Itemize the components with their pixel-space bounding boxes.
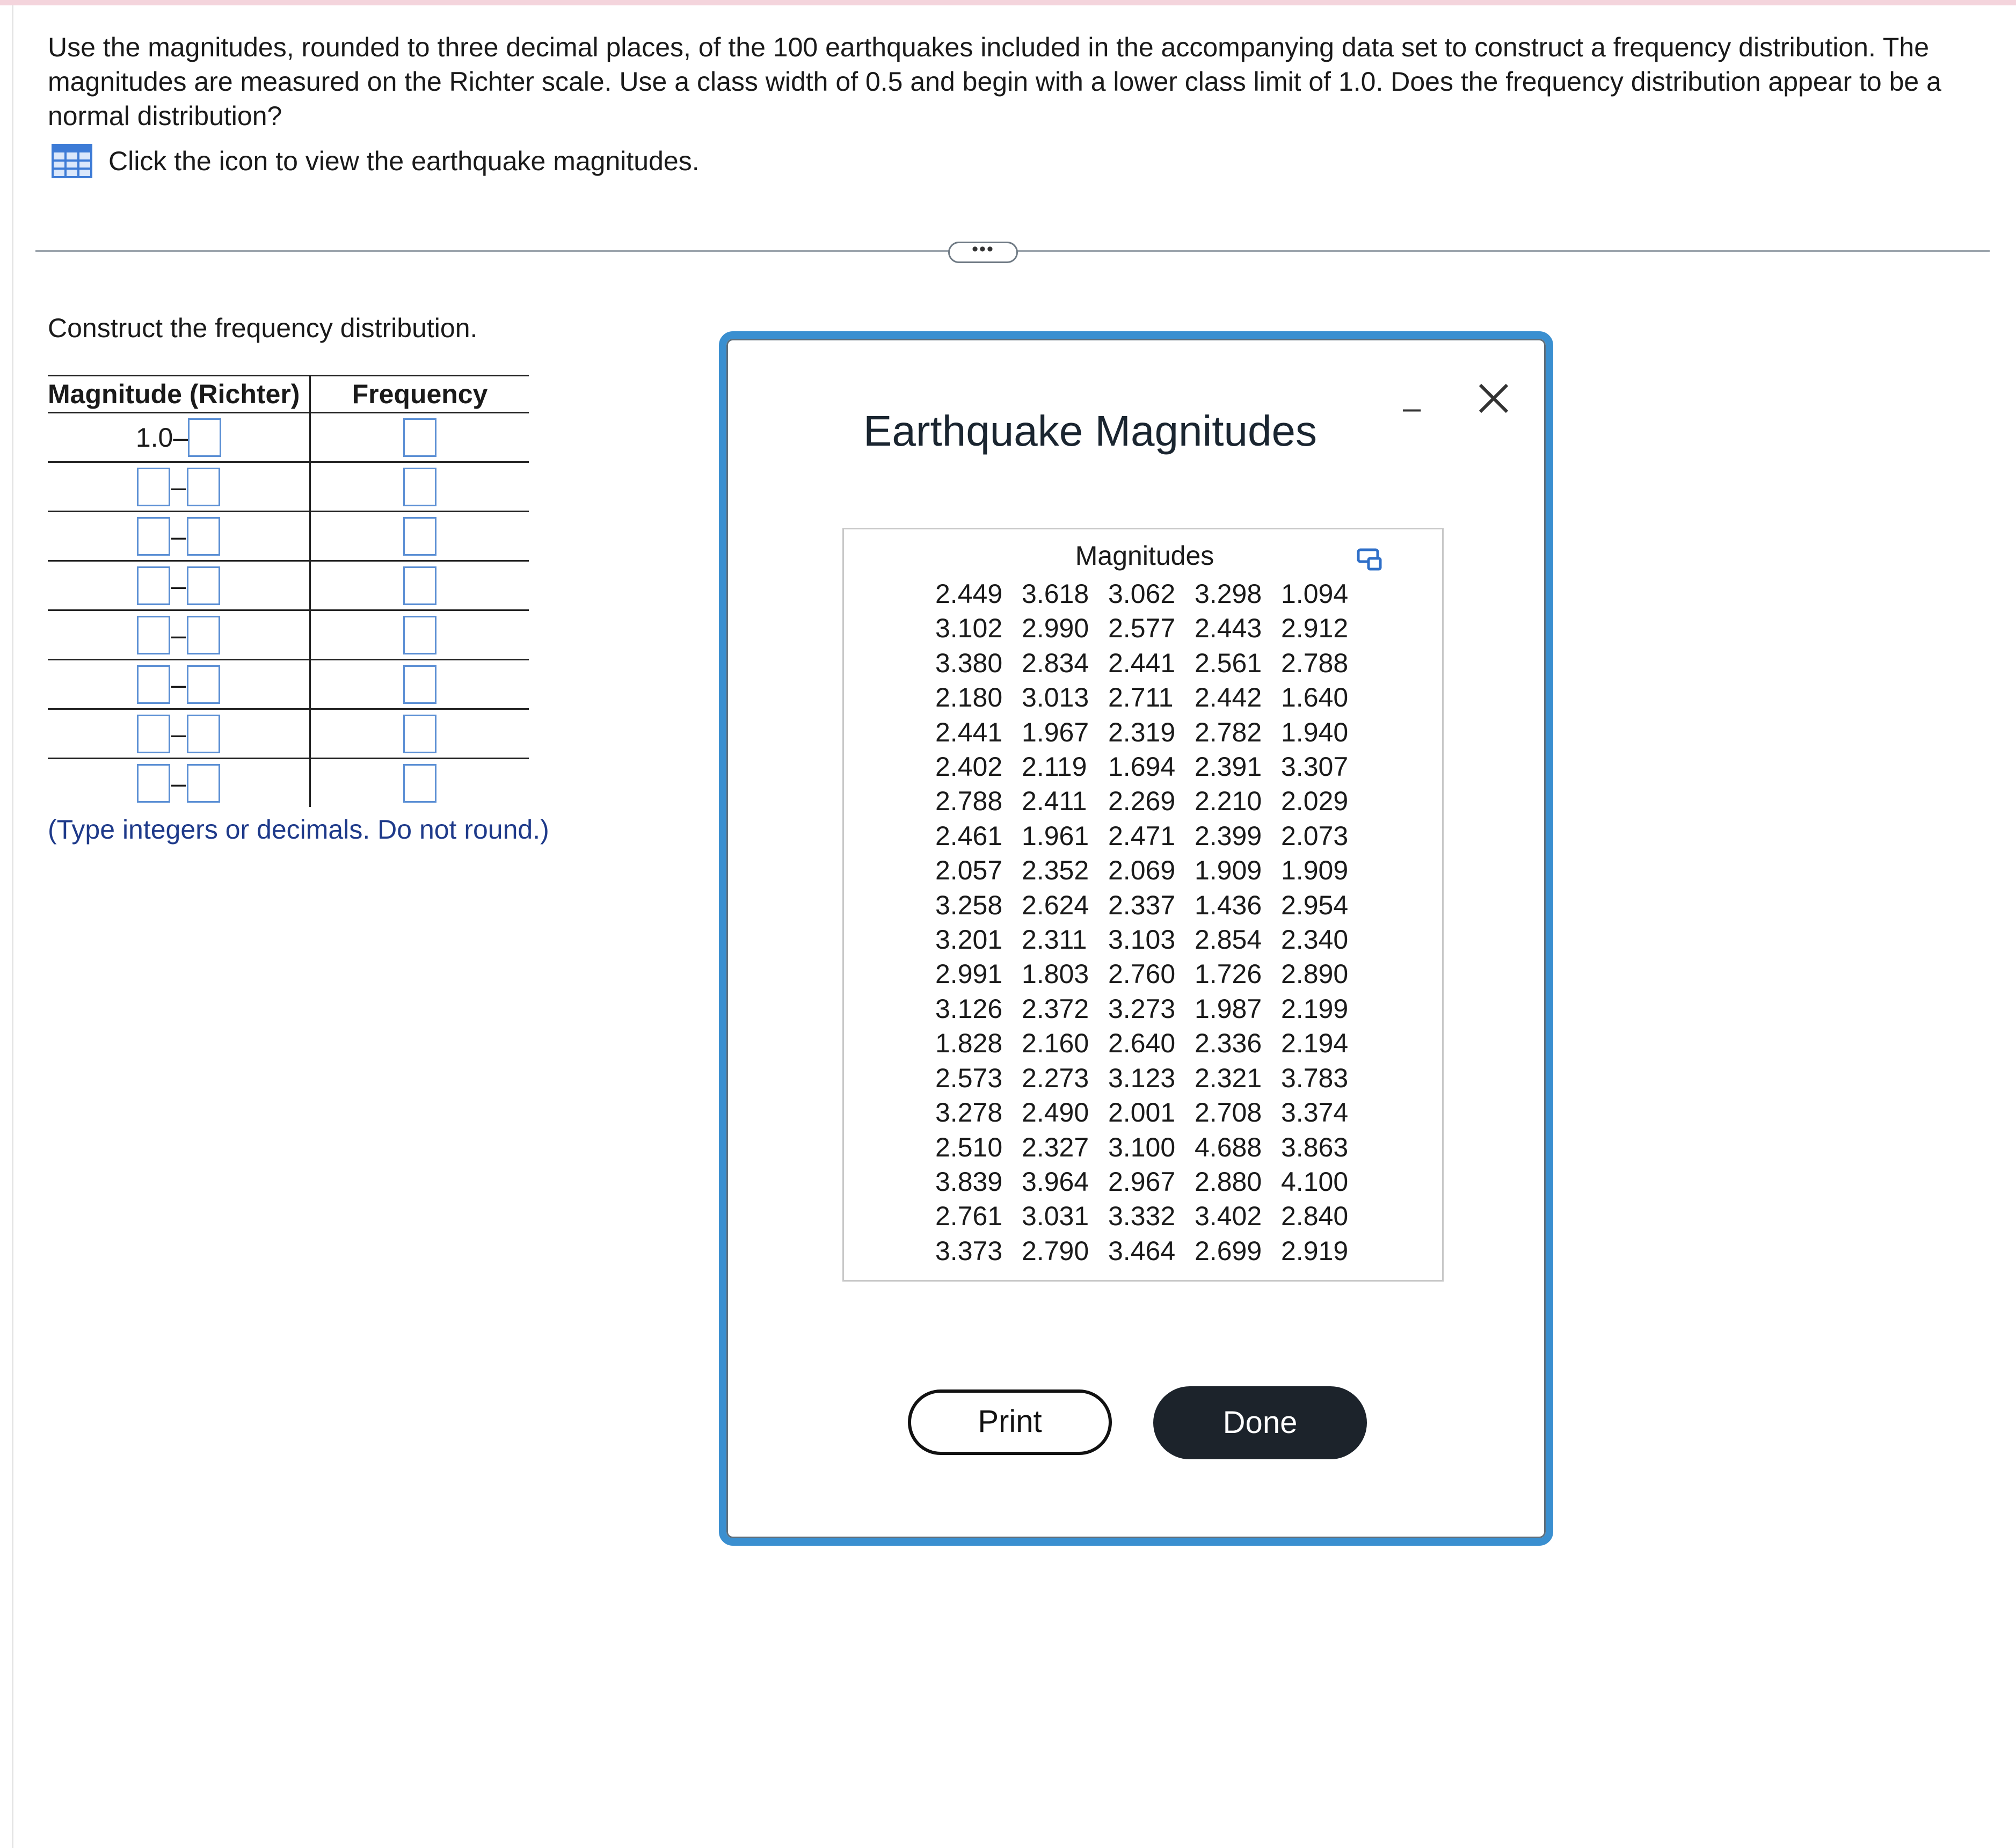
magnitude-value: 1.940 [1281, 717, 1349, 747]
frequency-input[interactable] [403, 764, 436, 803]
table-row [48, 660, 529, 709]
magnitude-row [935, 819, 1367, 853]
magnitude-value: 2.840 [1281, 1201, 1349, 1232]
range-dash: – [171, 620, 186, 650]
lower-limit-input[interactable] [137, 764, 170, 803]
magnitude-value: 3.102 [935, 613, 1003, 644]
magnitude-value: 2.510 [935, 1132, 1003, 1162]
magnitude-value: 2.699 [1195, 1235, 1262, 1266]
magnitude-value: 3.126 [935, 993, 1003, 1024]
upper-limit-input[interactable] [187, 715, 220, 753]
magnitude-value: 2.788 [1281, 647, 1349, 678]
magnitude-value: 2.194 [1281, 1028, 1349, 1059]
magnitude-value: 3.464 [1108, 1235, 1176, 1266]
magnitude-row [935, 1026, 1367, 1060]
instruction-text: Construct the frequency distribution. [48, 313, 478, 343]
magnitude-value: 2.788 [935, 786, 1003, 817]
magnitude-value: 2.577 [1108, 613, 1176, 644]
frequency-column-header: Frequency [310, 376, 529, 413]
magnitude-value: 2.337 [1108, 890, 1176, 920]
magnitude-row [935, 611, 1367, 645]
upper-limit-input[interactable] [187, 616, 220, 654]
magnitude-value: 2.834 [1022, 647, 1089, 678]
magnitude-value: 2.760 [1108, 959, 1176, 990]
magnitude-value: 2.001 [1108, 1097, 1176, 1128]
lower-limit-input[interactable] [137, 517, 170, 556]
lower-limit-input[interactable] [137, 566, 170, 605]
table-grid-icon[interactable] [52, 144, 92, 178]
frequency-input[interactable] [403, 665, 436, 704]
magnitude-value: 2.490 [1022, 1097, 1089, 1128]
table-row [48, 561, 529, 610]
magnitude-row [935, 922, 1367, 957]
magnitude-row [935, 992, 1367, 1026]
data-link-row[interactable] [52, 144, 700, 178]
done-button[interactable]: Done [1153, 1386, 1367, 1459]
upper-limit-input[interactable] [187, 764, 220, 803]
magnitude-value: 1.436 [1195, 890, 1262, 920]
magnitude-value: 2.411 [1022, 786, 1087, 817]
range-dash: – [171, 669, 186, 700]
magnitude-value: 2.402 [935, 752, 1003, 782]
magnitude-value: 2.180 [935, 682, 1003, 713]
upper-limit-input[interactable] [187, 468, 220, 506]
magnitude-value: 2.029 [1281, 786, 1349, 817]
magnitude-value: 2.967 [1108, 1166, 1176, 1197]
print-button[interactable]: Print [908, 1389, 1112, 1455]
earthquake-magnitudes-dialog [719, 331, 1553, 1546]
magnitude-value: 2.990 [1022, 613, 1089, 644]
magnitude-value: 3.031 [1022, 1201, 1089, 1232]
magnitude-value: 3.258 [935, 890, 1003, 920]
expand-button[interactable]: ••• [948, 242, 1018, 263]
magnitude-value: 2.912 [1281, 613, 1349, 644]
magnitude-row [935, 750, 1367, 784]
frequency-input[interactable] [403, 418, 436, 457]
magnitude-value: 2.790 [1022, 1235, 1089, 1266]
magnitude-value: 1.694 [1108, 752, 1176, 782]
magnitude-row [935, 1061, 1367, 1095]
data-link-label: Click the icon to view the earthquake magnitudes. [108, 146, 700, 176]
magnitude-value: 3.100 [1108, 1132, 1176, 1162]
magnitudes-header: Magnitudes [1075, 541, 1214, 571]
magnitude-value: 2.319 [1108, 717, 1176, 747]
magnitude-value: 3.373 [935, 1235, 1003, 1266]
magnitude-row [935, 888, 1367, 922]
magnitude-value: 2.880 [1195, 1166, 1262, 1197]
table-row [48, 610, 529, 660]
magnitude-value: 2.119 [1022, 752, 1087, 782]
dialog-title: Earthquake Magnitudes [863, 407, 1317, 455]
magnitude-value: 2.327 [1022, 1132, 1089, 1162]
magnitude-row [935, 1130, 1367, 1165]
magnitude-value: 2.340 [1281, 925, 1349, 955]
first-lower-limit: 1.0– [135, 422, 188, 453]
copy-icon[interactable] [1357, 547, 1384, 573]
magnitude-value: 2.471 [1108, 820, 1176, 851]
magnitude-value: 2.761 [935, 1201, 1003, 1232]
magnitude-value: 1.961 [1022, 820, 1089, 851]
magnitude-value: 2.461 [935, 820, 1003, 851]
table-row [48, 512, 529, 561]
magnitude-row [935, 577, 1367, 611]
magnitude-value: 3.307 [1281, 752, 1349, 782]
table-row [48, 413, 529, 462]
magnitude-value: 3.839 [935, 1166, 1003, 1197]
range-dash: – [171, 768, 186, 798]
magnitude-value: 2.711 [1108, 682, 1174, 713]
magnitude-value: 2.311 [1022, 925, 1087, 955]
magnitude-value: 3.273 [1108, 993, 1176, 1024]
magnitude-value: 1.726 [1195, 959, 1262, 990]
magnitude-value: 1.967 [1022, 717, 1089, 747]
magnitude-value: 2.160 [1022, 1028, 1089, 1059]
range-dash: – [171, 521, 186, 551]
question-text: Use the magnitudes, rounded to three decimal places, of the 100 earthquakes included in the accompanying data set to construct a frequency distribution. The magnitudes are measured on the Richter scale. Use a class width of 0.5 and begin with a lower class limit of 1.0. Does the frequency distribution appear to be a normal distribution? [48, 32, 1941, 131]
minimize-button[interactable]: – [1403, 390, 1421, 426]
magnitude-value: 1.909 [1281, 855, 1349, 886]
magnitude-value: 2.352 [1022, 855, 1089, 886]
magnitude-row [935, 680, 1367, 715]
magnitude-row [935, 1199, 1367, 1233]
left-border-line [12, 5, 13, 1848]
magnitude-value: 1.909 [1195, 855, 1262, 886]
magnitude-value: 1.987 [1195, 993, 1262, 1024]
upper-limit-input[interactable] [187, 517, 220, 556]
magnitude-value: 2.919 [1281, 1235, 1349, 1266]
magnitudes-rows [935, 577, 1367, 1268]
lower-limit-input[interactable] [137, 468, 170, 506]
lower-limit-input[interactable] [137, 665, 170, 704]
table-row [48, 462, 529, 512]
input-hint: (Type integers or decimals. Do not round.) [48, 814, 549, 845]
magnitude-value: 2.561 [1195, 647, 1262, 678]
magnitude-value: 2.336 [1195, 1028, 1262, 1059]
magnitude-value: 3.618 [1022, 579, 1089, 609]
magnitude-value: 1.094 [1281, 579, 1349, 609]
magnitude-value: 2.069 [1108, 855, 1176, 886]
magnitude-value: 1.828 [935, 1028, 1003, 1059]
magnitude-value: 2.073 [1281, 820, 1349, 851]
magnitude-value: 3.103 [1108, 925, 1176, 955]
magnitude-value: 3.380 [935, 647, 1003, 678]
magnitude-value: 2.391 [1195, 752, 1262, 782]
magnitude-value: 3.964 [1022, 1166, 1089, 1197]
magnitudes-data-table [842, 528, 1444, 1282]
magnitude-value: 2.854 [1195, 925, 1262, 955]
magnitude-value: 2.442 [1195, 682, 1262, 713]
magnitude-value: 3.123 [1108, 1063, 1176, 1093]
magnitude-row [935, 646, 1367, 680]
magnitude-row [935, 784, 1367, 818]
magnitude-row [935, 853, 1367, 887]
magnitude-value: 2.991 [935, 959, 1003, 990]
magnitude-value: 2.954 [1281, 890, 1349, 920]
magnitude-value: 3.298 [1195, 579, 1262, 609]
magnitude-column-header: Magnitude (Richter) [48, 376, 310, 413]
range-dash: – [171, 570, 186, 601]
magnitude-value: 2.443 [1195, 613, 1262, 644]
magnitude-value: 2.441 [1108, 647, 1176, 678]
magnitude-row [935, 1095, 1367, 1130]
magnitude-value: 2.573 [935, 1063, 1003, 1093]
range-dash: – [171, 471, 186, 502]
magnitude-value: 4.100 [1281, 1166, 1349, 1197]
magnitude-value: 4.688 [1195, 1132, 1262, 1162]
magnitude-value: 2.640 [1108, 1028, 1176, 1059]
magnitude-value: 1.640 [1281, 682, 1349, 713]
magnitude-value: 2.199 [1281, 993, 1349, 1024]
magnitude-value: 2.399 [1195, 820, 1262, 851]
magnitude-row [935, 1234, 1367, 1268]
magnitude-value: 2.624 [1022, 890, 1089, 920]
frequency-table [48, 375, 529, 807]
magnitude-value: 3.062 [1108, 579, 1176, 609]
magnitude-value: 3.013 [1022, 682, 1089, 713]
top-accent-bar [0, 0, 2016, 5]
magnitude-value: 3.863 [1281, 1132, 1349, 1162]
magnitude-value: 3.783 [1281, 1063, 1349, 1093]
magnitude-value: 2.782 [1195, 717, 1262, 747]
magnitude-value: 2.441 [935, 717, 1003, 747]
magnitude-value: 2.449 [935, 579, 1003, 609]
lower-limit-input[interactable] [137, 616, 170, 654]
magnitude-value: 3.374 [1281, 1097, 1349, 1128]
magnitude-value: 3.332 [1108, 1201, 1176, 1232]
lower-limit-input[interactable] [137, 715, 170, 753]
magnitude-row [935, 1165, 1367, 1199]
magnitude-value: 2.321 [1195, 1063, 1262, 1093]
upper-limit-input[interactable] [187, 566, 220, 605]
magnitude-value: 2.269 [1108, 786, 1176, 817]
frequency-input[interactable] [403, 715, 436, 753]
magnitude-row [935, 715, 1367, 750]
magnitude-value: 1.803 [1022, 959, 1089, 990]
frequency-input[interactable] [403, 468, 436, 506]
range-dash: – [171, 718, 186, 749]
frequency-input[interactable] [403, 616, 436, 654]
magnitude-row [935, 957, 1367, 991]
magnitude-value: 2.708 [1195, 1097, 1262, 1128]
magnitude-value: 2.372 [1022, 993, 1089, 1024]
table-row [48, 709, 529, 759]
close-icon[interactable] [1475, 380, 1512, 417]
frequency-input[interactable] [403, 517, 436, 556]
magnitude-value: 3.278 [935, 1097, 1003, 1128]
table-header-row [48, 376, 529, 413]
magnitude-value: 2.210 [1195, 786, 1262, 817]
magnitude-value: 2.273 [1022, 1063, 1089, 1093]
magnitude-value: 3.402 [1195, 1201, 1262, 1232]
frequency-input[interactable] [403, 566, 436, 605]
upper-limit-input[interactable] [187, 665, 220, 704]
magnitude-value: 2.890 [1281, 959, 1349, 990]
table-row [48, 759, 529, 807]
magnitude-value: 3.201 [935, 925, 1003, 955]
magnitude-value: 2.057 [935, 855, 1003, 886]
upper-limit-input[interactable] [188, 418, 221, 457]
